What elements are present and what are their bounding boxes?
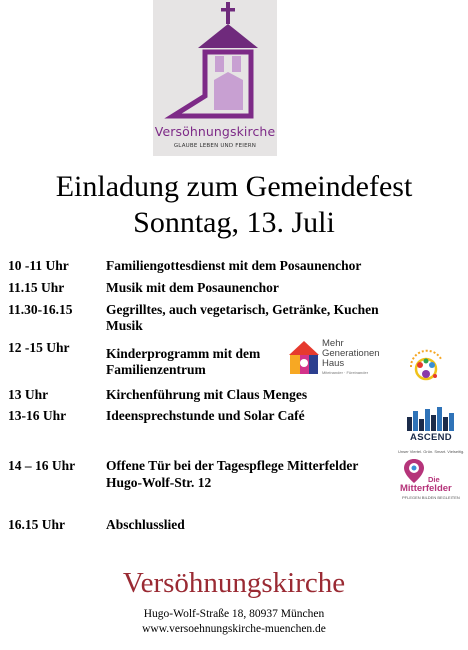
ascend-logo bbox=[405, 405, 457, 445]
bar-graph-icon bbox=[405, 405, 457, 431]
church-logo bbox=[153, 0, 277, 156]
house-icon bbox=[287, 339, 321, 375]
schedule-time: 10 -11 Uhr bbox=[8, 258, 69, 273]
schedule-time: 11.15 Uhr bbox=[8, 280, 65, 295]
location-pin-icon bbox=[402, 458, 426, 484]
schedule-event: Familiengottesdienst mit dem Posaunenchor bbox=[106, 258, 362, 273]
mitterfelder-logo bbox=[398, 449, 465, 501]
schedule-event: Kinderprogramm mit dem bbox=[106, 346, 261, 361]
schedule-event-cont: Hugo-Wolf-Str. 12 bbox=[106, 475, 212, 490]
mgh-line2: Generationen bbox=[322, 348, 380, 359]
mehrgenerationenhaus-logo bbox=[287, 339, 387, 375]
mitterfelder-claim: Unser Viertel. Grün. Smart. Vielseitig. bbox=[398, 449, 465, 454]
schedule-event: Abschlusslied bbox=[106, 517, 185, 532]
ascend-label: ASCEND bbox=[410, 432, 452, 443]
schedule-event: Ideensprechstunde und Solar Café bbox=[106, 408, 305, 423]
schedule-event-cont: Familienzentrum bbox=[106, 362, 206, 377]
schedule-event: Offene Tür bei der Tagespflege Mitterfelder bbox=[106, 458, 359, 473]
church-icon bbox=[153, 0, 277, 124]
familienzentrum-logo bbox=[403, 343, 449, 385]
mgh-subtitle: Miteinander · Füreinander bbox=[322, 370, 369, 375]
footer-address: Hugo-Wolf-Straße 18, 80937 München bbox=[143, 608, 325, 620]
logo-name: Versöhnungskirche bbox=[154, 124, 276, 139]
page-subtitle-date: Sonntag, 13. Juli bbox=[133, 206, 335, 239]
footer-website-link[interactable]: www.versoehnungskirche-muenchen.de bbox=[142, 623, 326, 635]
schedule-time: 13 Uhr bbox=[8, 387, 49, 402]
schedule-event: Gegrilltes, auch vegetarisch, Getränke, Kuchen bbox=[106, 302, 379, 317]
schedule-event: Musik mit dem Posaunenchor bbox=[106, 280, 279, 295]
mgh-line3: Haus bbox=[322, 358, 345, 369]
mitterfelder-subtitle: PFLEGEN BILDEN BEGLEITEN bbox=[402, 495, 460, 500]
schedule-time: 12 -15 Uhr bbox=[8, 340, 70, 355]
schedule-event: Kirchenführung mit Claus Menges bbox=[106, 387, 308, 402]
footer-church-name: Versöhnungskirche bbox=[122, 567, 346, 599]
mitterfelder-name: Mitterfelder bbox=[400, 483, 452, 494]
family-circle-icon bbox=[403, 343, 449, 385]
schedule-time: 14 – 16 Uhr bbox=[8, 458, 76, 473]
schedule-event-cont: Musik bbox=[106, 318, 143, 333]
mgh-line1: Mehr bbox=[322, 338, 344, 349]
schedule-time: 16.15 Uhr bbox=[8, 517, 65, 532]
mitterfelder-die: Die bbox=[428, 475, 440, 484]
schedule-time: 13-16 Uhr bbox=[8, 408, 67, 423]
schedule-time: 11.30-16.15 bbox=[8, 302, 73, 317]
logo-tagline: GLAUBE LEBEN UND FEIERN bbox=[173, 143, 257, 149]
page-title: Einladung zum Gemeindefest bbox=[55, 170, 413, 203]
